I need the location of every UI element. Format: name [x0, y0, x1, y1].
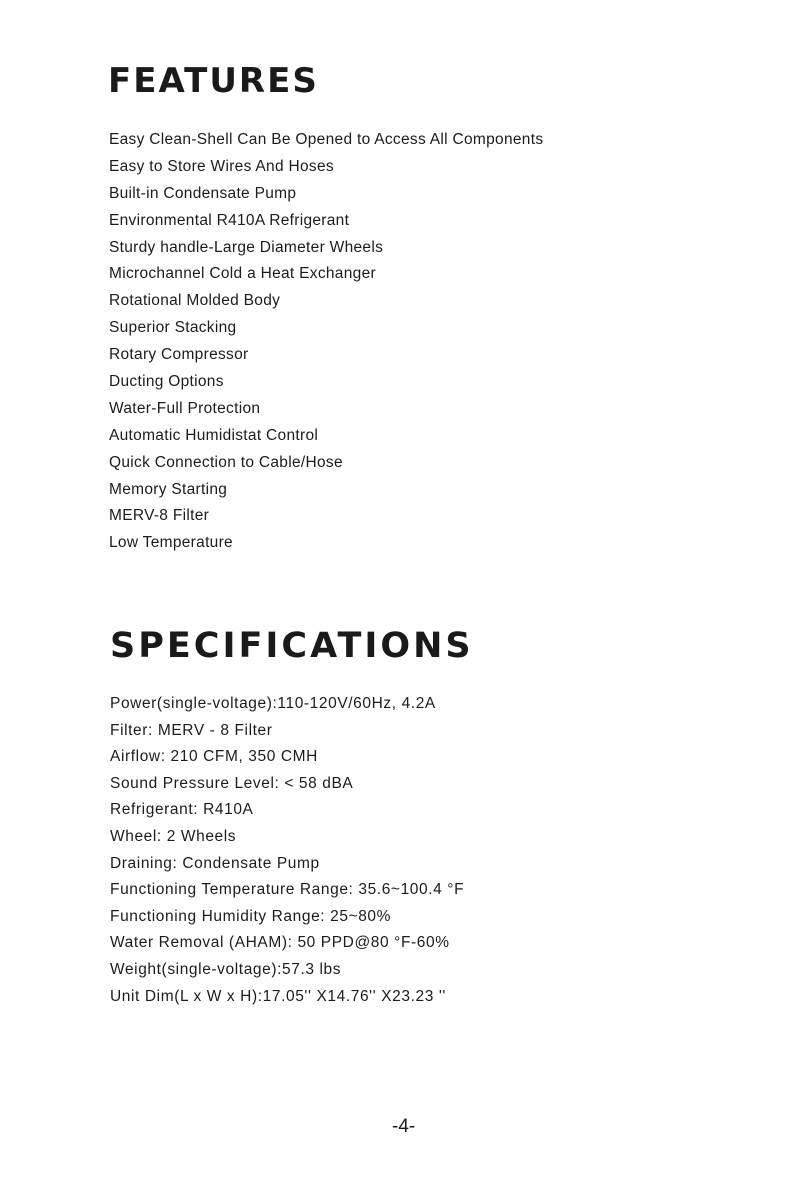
features-heading: FEATURES	[108, 61, 319, 101]
features-list	[109, 130, 543, 560]
specifications-heading: SPECIFICATIONS	[110, 626, 474, 666]
feature-item: Microchannel Cold a Heat Exchanger	[109, 265, 376, 283]
feature-item: MERV-8 Filter	[109, 507, 210, 525]
spec-airflow: Airflow: 210 CFM, 350 CMH	[110, 748, 318, 766]
feature-item: Rotary Compressor	[109, 346, 249, 364]
feature-item: Easy to Store Wires And Hoses	[109, 157, 334, 175]
feature-item: Water-Full Protection	[109, 399, 261, 417]
feature-item: Quick Connection to Cable/Hose	[109, 453, 343, 471]
spec-filter: Filter: MERV - 8 Filter	[110, 721, 273, 739]
spec-weight: Weight(single-voltage):57.3 lbs	[110, 960, 342, 978]
spec-sound-pressure: Sound Pressure Level: < 58 dBA	[110, 774, 354, 792]
feature-item: Automatic Humidistat Control	[109, 426, 319, 444]
specifications-list	[110, 693, 464, 1012]
feature-item: Memory Starting	[109, 480, 228, 498]
feature-item: Superior Stacking	[109, 319, 237, 337]
page-number: -4-	[392, 1116, 416, 1137]
spec-power: Power(single-voltage):110-120V/60Hz, 4.2A	[110, 695, 436, 712]
feature-item: Built-in Condensate Pump	[109, 184, 297, 202]
spec-refrigerant: Refrigerant: R410A	[110, 801, 254, 819]
feature-item: Environmental R410A Refrigerant	[109, 211, 350, 229]
feature-item: Rotational Molded Body	[109, 292, 281, 310]
spec-temperature-range: Functioning Temperature Range: 35.6~100.4 °F	[110, 881, 465, 899]
spec-humidity-range: Functioning Humidity Range: 25~80%	[110, 907, 392, 925]
spec-draining: Draining: Condensate Pump	[110, 854, 320, 872]
spec-water-removal: Water Removal (AHAM): 50 PPD@80 °F-60%	[110, 934, 450, 952]
spec-wheel: Wheel: 2 Wheels	[110, 827, 237, 845]
feature-item: Ducting Options	[109, 373, 224, 391]
feature-item: Easy Clean-Shell Can Be Opened to Access All Components	[109, 131, 544, 148]
feature-item: Low Temperature	[109, 534, 233, 552]
spec-unit-dimensions: Unit Dim(L x W x H):17.05'' X14.76'' X23.23 ''	[110, 987, 446, 1005]
feature-item: Sturdy handle-Large Diameter Wheels	[109, 238, 384, 256]
